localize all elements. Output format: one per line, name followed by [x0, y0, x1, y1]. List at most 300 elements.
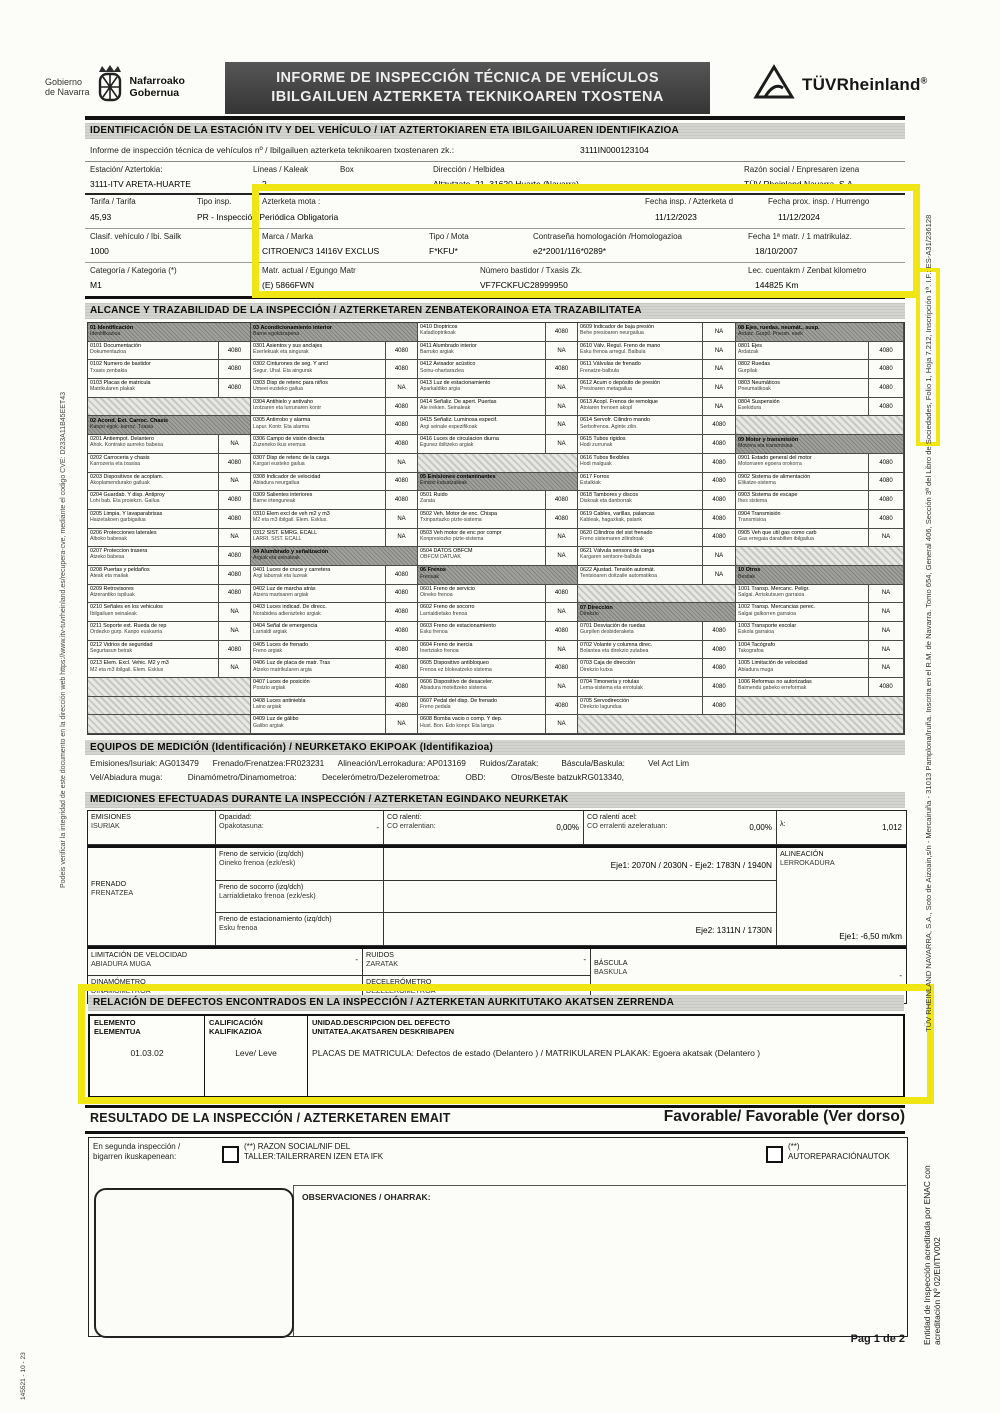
scope-item-0501: 0501 Ruido Zarata: [418, 491, 546, 510]
scope-item-1002: 1002 Transp. Mercancias perec. Salgai galkorren garraioa: [736, 603, 869, 622]
scope-value-0610: NA: [703, 342, 736, 361]
second-inspection-label: [93, 1142, 180, 1162]
enac-line2: acreditación Nº 02/EI/ITV002: [932, 1237, 942, 1345]
next-date-value: 11/12/2024: [778, 212, 820, 222]
scope-value-0209: 4080: [219, 585, 251, 604]
braking-row-label: [88, 848, 216, 946]
co-accel-value: 0,00%: [749, 823, 772, 832]
gov-text-eu: [130, 75, 185, 99]
vin-value: VF7FCKFUC28999950: [480, 280, 568, 290]
parking-brake-es: Freno de estacionamiento (izq/dch): [219, 914, 332, 923]
scope-item-0415: 0415 Señaliz. Luminosa especif. Argi seinale espezifikoak: [418, 416, 546, 435]
lambda-cell: [777, 811, 906, 845]
defects-col2-es: CALIFICACIÓN: [209, 1018, 263, 1027]
scope-value-0101: 4080: [219, 342, 251, 361]
scope-value-0413: NA: [546, 379, 578, 398]
plate-label: Matr. actual / Egungo Matr: [262, 266, 356, 275]
noise-value: -: [583, 955, 586, 964]
category-label: Categoría / Kategoria (*): [90, 266, 177, 275]
scope-value-0403: 4080: [386, 603, 418, 622]
registered-mark: ®: [920, 74, 928, 85]
workshop-label: [244, 1142, 383, 1162]
scope-item-0608: 0608 Bomba vacio o comp. Y dep. Hust. Bon. Edo konpr. Eta langa: [418, 715, 546, 734]
scope-item-0619: 0619 Cables, varillas, palancas Kableak, hagaxkak, palank: [578, 510, 703, 529]
scope-item-0310: 0310 Elem excl de veh m2 y m3 M2 eta m3 ibilgail. Elem. Esklus.: [251, 510, 386, 529]
scope-item-0902: 0902 Sistema de alimentación Elikatze-sistema: [736, 473, 869, 492]
scope-value-0701: 4080: [703, 622, 736, 641]
opacity-cell: [216, 811, 384, 845]
scope-empty-cell: [578, 585, 736, 604]
class-label: Clasif. vehículo / Ibi. Sailk: [90, 232, 182, 241]
scope-item-0611: 0611 Válvulas de frenado Frenatze-balbula: [578, 360, 703, 379]
emergency-brake-values: [384, 881, 777, 913]
emergency-brake-cell: [216, 881, 384, 913]
scope-value-0621: NA: [703, 547, 736, 566]
first-reg-label: Fecha 1ª matr. / 1 matrikulaz.: [748, 232, 852, 241]
scope-value-0620: 4080: [703, 529, 736, 548]
type-label: Tipo / Mota: [429, 232, 469, 241]
scope-empty-cell: [418, 454, 578, 473]
station-label: Estación/ Aztertokia:: [90, 165, 163, 174]
defect-row-element: 01.03.02: [90, 1042, 205, 1098]
co-accel-cell: [584, 811, 777, 845]
scope-item-0305: 0305 Antirrobo y alarma Lapur. Kontr. Eta alarma: [251, 416, 386, 435]
co-accel-eu: CO erralenti azeleratuan:: [587, 820, 668, 830]
scope-item-0404: 0404 Señal de emergencia Larrialdi argiak: [251, 622, 386, 641]
scope-value-0207: 4080: [219, 547, 251, 566]
lambda-label: λ:: [780, 819, 786, 828]
scope-value-0309: 4080: [386, 491, 418, 510]
scope-value-0201: NA: [219, 435, 251, 454]
decel-value: -: [583, 982, 586, 991]
scope-item-0616: 0616 Tubos flexibles Hodi malguak: [578, 454, 703, 473]
class-value: 1000: [90, 246, 109, 256]
service-brake-value: Eje1: 2070N / 2030N - Eje2: 1783N / 1940N: [610, 860, 772, 870]
scope-value-0405: 4080: [386, 641, 418, 660]
scope-value-0619: 4080: [703, 510, 736, 529]
decel-es: DECELERÓMETRO: [366, 977, 432, 986]
co-idle-cell: [384, 811, 584, 845]
scope-value-0401: 4080: [386, 566, 418, 585]
co-idle-eu: CO erralentian:: [387, 820, 436, 830]
scope-empty-cell: [88, 398, 251, 417]
scope-value-0501: 4080: [546, 491, 578, 510]
scope-item-0410: 0410 Dioptricos Katadioptrikoak: [418, 323, 546, 342]
scope-value-0803: 4080: [869, 379, 904, 398]
scope-item-0904: 0904 Transmisión Transmisioa: [736, 510, 869, 529]
scope-item-0703: 0703 Caja de dirección Direkzio kutxa: [578, 659, 703, 678]
scope-empty-cell: [736, 416, 904, 435]
scope-value-0210: NA: [219, 603, 251, 622]
tuv-brand: TÜVRheinland: [802, 74, 921, 94]
scope-empty-cell: [736, 697, 904, 716]
stamp-box: [94, 1188, 294, 1338]
speed-limit-eu: ABIADURA MUGA: [91, 958, 151, 968]
report-number-label: Informe de inspección técnica de vehículos nº / Ibilgailuen azterketa teknikoaren txostenaren zk.:: [90, 145, 455, 155]
scope-item-0312: 0312 SIST. EMRG. ECALL LARRI. SIST. ECALL: [251, 529, 386, 548]
defects-col1-header: [90, 1016, 205, 1042]
scope-value-0407: 4080: [386, 678, 418, 697]
scope-item-0210: 0210 Señales en los vehiculos Ibilgailuen seinaleak: [88, 603, 219, 622]
scope-item-0905: 0905 Veh que util gas como carb Gas erregaia darabilten ibilgailua: [736, 529, 869, 548]
scope-value-0310: NA: [386, 510, 418, 529]
equipment-line2: Vel/Abiadura muga: Dinamómetro/Dinamometroa: Decelerómetro/Dezelerometroa: OBD: Otros/Beste batzukRG013340,: [90, 772, 624, 782]
scope-item-0413: 0413 Luz de estacionamiento Aparkaldiko argia: [418, 379, 546, 398]
opacity-es: Opacidad:: [219, 812, 252, 821]
co-idle-es: CO ralentí:: [387, 812, 422, 821]
scope-item-0213: 0213 Elem. Excl. Vehic. M2 y m3 M2 eta m3 ibilgail. Elem. Esklus: [88, 659, 219, 678]
scope-item-0801: 0801 Ejes Ardatzak: [736, 342, 869, 361]
insp-date-value: 11/12/2023: [655, 212, 697, 222]
noise-es: RUIDOS: [366, 950, 394, 959]
navarra-crest-icon: [95, 63, 125, 110]
result-label: RESULTADO DE LA INSPECCIÓN / AZTERKETAREN EMAIT: [90, 1111, 451, 1125]
scope-item-0622: 0622 Ajustad. Tensión automát. Tentsioaren doitzaile automatikoa: [578, 566, 703, 585]
title-line1: INFORME DE INSPECCIÓN TÉCNICA DE VEHÍCULOS: [276, 70, 659, 86]
scope-item-0402: 0402 Luz de marcha atrás Atzera martxaren argiak: [251, 585, 386, 604]
service-brake-values: [384, 848, 777, 881]
scope-value-0504: NA: [546, 547, 578, 566]
odometer-value: 144825 Km: [755, 280, 799, 290]
footer-form-code: 145521 - 10 - 23: [20, 1352, 27, 1400]
self-repair-line1: (**): [788, 1142, 800, 1151]
scope-item-0502: 0502 Veh. Motor de enc. Chispa Txinpartazko pizte-sistema: [418, 510, 546, 529]
self-repair-line2: AUTOREPARACIÓNAUTOK: [788, 1152, 890, 1161]
second-inspection-es: En segunda inspección /: [93, 1142, 181, 1151]
scope-item-0613: 0613 Acopl. Frenos de remolque Atoiaren frenoen akopl: [578, 398, 703, 417]
scope-item-0903: 0903 Sistema de escape Ihes sistema: [736, 491, 869, 510]
defects-col1-es: ELEMENTO: [94, 1018, 136, 1027]
alignment-eu: LERROKADURA: [780, 857, 835, 867]
dyno-eu: DINAMOMETROA: [91, 985, 151, 995]
scope-value-0306: 4080: [386, 435, 418, 454]
alignment-es: ALINEACIÓN: [780, 849, 824, 858]
scope-value-0406: 4080: [386, 659, 418, 678]
report-number-value: 3111IN000123104: [580, 145, 649, 155]
scope-item-0408: 0408 Luces antiniebla Laino argiak: [251, 697, 386, 716]
scope-item-0308: 0308 Indicador de velocidad Abiadura neurgailua: [251, 473, 386, 492]
scope-value-0617: 4080: [703, 473, 736, 492]
scope-section-header-cell: 09 Motor y transmisión Motorra eta transmisioa: [736, 435, 904, 454]
gov-bold2: Gobernua: [129, 86, 180, 99]
company-value: TÜV Rheinland Navarra, S.A.: [744, 179, 856, 189]
scope-item-0301: 0301 Asientos y sus anclajes Eserlekuak eta aingurak: [251, 342, 386, 361]
defects-col3-header: [308, 1016, 903, 1042]
scope-value-0615: 4080: [703, 435, 736, 454]
scope-value-0602: NA: [546, 603, 578, 622]
gov-line1: Gobierno: [45, 76, 83, 87]
opacity-eu: Opakotasuna:: [219, 820, 264, 830]
azterketa-mota-label: Azterketa mota :: [262, 197, 321, 206]
scope-section-header-cell: 04 Alumbrado y señalización Argiak eta seinaleak: [251, 547, 418, 566]
address-label: Dirección / Helbidea: [433, 165, 505, 174]
result-value: Favorable/ Favorable (Ver dorso): [663, 1108, 905, 1125]
scope-item-0602: 0602 Freno de socorro Larrialdietako frenoa: [418, 603, 546, 622]
tuv-brand-text: [802, 75, 927, 95]
workshop-line1: (**) RAZON SOCIAL/NIF DEL: [244, 1142, 351, 1151]
scope-item-0209: 0209 Retrovisores Atzerantiko ispiluak: [88, 585, 219, 604]
scope-value-0408: 4080: [386, 697, 418, 716]
scope-value-0103: 4080: [219, 379, 251, 398]
brand-value: CITROEN/C3 14I16V EXCLUS: [262, 246, 380, 256]
scope-item-0303: 0303 Disp de retenc para niños Umeei eusteko gailua: [251, 379, 386, 398]
scope-value-0606: NA: [546, 678, 578, 697]
scope-value-1001: NA: [869, 585, 904, 604]
company-label: Razón social / Enpresaren izena: [744, 165, 860, 174]
scale-es: BÁSCULA: [594, 958, 628, 967]
brand-label: Marca / Marka: [262, 232, 314, 241]
scope-item-0704: 0704 Timoneria y rotulas Lema-sistema eta errotulak: [578, 678, 703, 697]
scope-item-0304: 0304 Antihielo y antivaho Izotzaren eta lurrunaren kontr: [251, 398, 386, 417]
scope-item-0401: 0401 Luces de cruce y carretera Argi laburrak eta luzeak: [251, 566, 386, 585]
scope-value-0212: 4080: [219, 641, 251, 660]
defects-col3-es: UNIDAD.DESCRIPCION DEL DEFECTO: [312, 1018, 451, 1027]
noise-eu: ZARATAK: [366, 958, 399, 968]
homologation-value: e2*2001/116*0289*: [533, 246, 607, 256]
parking-brake-eu: Esku frenoa: [219, 922, 258, 932]
enac-line1: Entidad de Inspección acreditada por ENAC con: [922, 1165, 932, 1345]
scope-value-0208: 4080: [219, 566, 251, 585]
next-date-label: Fecha prox. insp. / Hurrengo: [768, 197, 870, 206]
defects-table: [88, 1014, 905, 1098]
scope-item-0412: 0412 Avisador acústico Soinu-ohartarazlea: [418, 360, 546, 379]
navarra-government-logo: [45, 63, 185, 110]
scope-value-0902: 4080: [869, 473, 904, 492]
co-accel-es: CO ralentí acel:: [587, 812, 637, 821]
scope-value-0502: 4080: [546, 510, 578, 529]
scope-value-1005: NA: [869, 659, 904, 678]
scope-value-0410: 4080: [546, 323, 578, 342]
scope-empty-cell: [736, 715, 904, 734]
scope-item-0504: 0504 DATOS OBFCM OBFCM DATUAK: [418, 547, 546, 566]
scope-empty-cell: [88, 678, 251, 697]
category-value: M1: [90, 280, 102, 290]
gov-text-es: [45, 77, 90, 97]
scope-item-0307: 0307 Disp de retenc de la carga Kargari eusteko gailua: [251, 454, 386, 473]
decel-eu: DEZELEROMETROA: [366, 985, 436, 995]
scope-value-0102: 4080: [219, 360, 251, 379]
scope-value-0302: 4080: [386, 360, 418, 379]
dyno-es: DINAMÓMETRO: [91, 977, 146, 986]
service-brake-cell: [216, 848, 384, 881]
service-brake-es: Freno de servicio (izq/dch): [219, 849, 304, 858]
scope-item-0614: 0614 Servofr. Cilindro mando Serbofrenoa. Aginte zilin.: [578, 416, 703, 435]
equipment-section-header: EQUIPOS DE MEDICIÓN (Identificación) / NEURKETAKO EKIPOAK (Identifikazioa): [85, 740, 905, 755]
insp-date-label: Fecha insp. / Azterketa d: [645, 197, 734, 206]
scope-value-0608: NA: [546, 715, 578, 734]
scope-value-0601: 4080: [546, 585, 578, 604]
scope-value-0503: NA: [546, 529, 578, 548]
scope-value-0202: 4080: [219, 454, 251, 473]
identification-section-header: IDENTIFICACIÓN DE LA ESTACIÓN ITV Y DEL VEHÍCULO / IAT AZTERTOKIAREN ETA IBILGAILUAREN IDENTIFIKAZIOA: [85, 123, 905, 139]
measurements-table: [87, 810, 907, 1004]
scope-value-0307: NA: [386, 454, 418, 473]
defect-row-description: PLACAS DE MATRICULA: Defectos de estado (Delantero ) / MATRIKULAREN PLAKAK: Egoera akatsak (Delantero ): [312, 1048, 761, 1058]
scope-item-0409: 0409 Luz de gálibo Galibo argiak: [251, 715, 386, 734]
scope-empty-cell: [88, 715, 251, 734]
scope-value-1004: NA: [869, 641, 904, 660]
scope-item-0621: 0621 Válvula sensora de carga Kargaren sentsore-balbula: [578, 547, 703, 566]
scope-item-1005: 1005 Limitación de velocidad Abiadura muga: [736, 659, 869, 678]
right-margin-company-text: TÜV RHEINLAND NAVARRA, S.A., Soto de Aizoain,s/n - Mercairuña - 31013 Pamplona/Iruña. Inscrita en el R.M. de Navarra. Tomo 654, General 406, Sección 3ª del Libro de Sociedades, Folio 1, Hoja 7.212, Inscripción 1ª. I.F.: ES-A31/236128: [924, 214, 933, 1032]
scope-item-0208: 0208 Puertas y peldaños Ateak eta mailak: [88, 566, 219, 585]
scope-section-header-cell: 08 Ejes, ruedas, neumát., susp. Ardatz. Gurpil. Pneum. esek: [736, 323, 904, 342]
tariff-value: 45,93: [90, 212, 112, 222]
scope-item-0204: 0204 Guardab. Y disp. Antiproy Lohi bab. Eta proiekzn. Gailua: [88, 491, 219, 510]
scope-value-0904: 4080: [869, 510, 904, 529]
emergency-brake-es: Freno de socorro (izq/dch): [219, 882, 304, 891]
scope-item-0605: 0605 Dispositivo antibloqueo Frenoa ez blokeatzeko sistema: [418, 659, 546, 678]
scope-value-0622: NA: [703, 566, 736, 585]
scope-item-0103: 0103 Placas de matricula Matrikularen plakak: [88, 379, 219, 398]
lines-label: Líneas / Kaleak: [253, 165, 309, 174]
scope-item-0102: 0102 Numero de bastidor Txasis zenbakia: [88, 360, 219, 379]
scope-item-0416: 0416 Luces de circulacion diurna Egunez ibiltzeko argiak: [418, 435, 546, 454]
homologation-label: Contraseña homologación /Homologazioa: [533, 232, 682, 241]
emissions-row-label: [88, 811, 216, 845]
measurements-section-header: MEDICIONES EFECTUADAS DURANTE LA INSPECCIÓN / AZTERKETAN EGINDAKO NEURKETAK: [85, 792, 905, 808]
alignment-value: Eje1: -6,50 m/km: [839, 931, 902, 941]
scope-value-0616: 4080: [703, 454, 736, 473]
scope-section-header-cell: 05 Emisiones contaminantes Emisio kutsatzaileak: [418, 473, 578, 492]
scope-item-0612: 0612 Acum o depósito de presión Presioaren metagailua: [578, 379, 703, 398]
scope-item-1003: 1003 Transporte escolar Eskola garraioa: [736, 622, 869, 641]
defect-row-grade: Leve/ Leve: [205, 1042, 308, 1098]
scope-item-0101: 0101 Documentación Dokumentazioa: [88, 342, 219, 361]
service-brake-eu: Oineko frenoa (ezk/esk): [219, 857, 296, 867]
lambda-value: 1,012: [881, 823, 902, 832]
lines-value: 2: [262, 179, 267, 189]
scope-value-0411: NA: [546, 342, 578, 361]
defects-col1-eu: ELEMENTUA: [94, 1027, 141, 1036]
scope-item-0403: 0403 Luces indicad. De direcc. Norabidea adierazteko argiak: [251, 603, 386, 622]
parking-brake-value: Eje2: 1311N / 1730N: [695, 925, 772, 935]
scope-item-0617: 0617 Forros Estalkiak: [578, 473, 703, 492]
scope-value-0611: NA: [703, 360, 736, 379]
scope-item-0804: 0804 Suspensión Esekidura: [736, 398, 869, 417]
gov-line2: de Navarra: [45, 86, 90, 97]
scope-value-0903: 4080: [869, 491, 904, 510]
scope-value-0607: 4080: [546, 697, 578, 716]
second-inspection-eu: bigarren ikuskapenean:: [93, 1152, 177, 1161]
scope-value-0402: 4080: [386, 585, 418, 604]
defects-section-header: RELACIÓN DE DEFECTOS ENCONTRADOS EN LA INSPECCIÓN / AZTERKETAN AURKITUTAKO AKATSEN ZERRENDA: [88, 995, 904, 1011]
scope-value-0203: NA: [219, 473, 251, 492]
scope-value-0301: 4080: [386, 342, 418, 361]
scope-item-0702: 0702 Volante y columna direc. Bolantea eta direkzio zutabea: [578, 641, 703, 660]
plate-value: (E) 5866FWN: [262, 280, 314, 290]
alignment-cell: [777, 848, 906, 946]
scope-item-0414: 0414 Señaliz. De apert. Puertas Ate irekien. Seinaleak: [418, 398, 546, 417]
document-title-bar: [225, 62, 710, 114]
noise-cell: [363, 949, 591, 976]
scope-value-0205: 4080: [219, 510, 251, 529]
scope-item-0405: 0405 Luces de frenado Freno argiak: [251, 641, 386, 660]
scope-item-0609: 0609 Indicador de baja presión Behe presioaren neurgailua: [578, 323, 703, 342]
scope-item-0603: 0603 Freno de estacionamiento Esku frenoa: [418, 622, 546, 641]
defects-col2-eu: KALIFIKAZIOA: [209, 1027, 262, 1036]
box-value: –: [342, 179, 347, 189]
scope-empty-cell: [578, 715, 736, 734]
observations-label: OBSERVACIONES / OHARRAK:: [302, 1192, 431, 1202]
scale-eu: BASKULA: [594, 966, 628, 976]
opacity-value: -: [376, 823, 379, 832]
first-reg-value: 18/10/2007: [755, 246, 798, 256]
scope-value-0605: 4080: [546, 659, 578, 678]
tariff-label: Tarifa / Tarifa: [90, 197, 136, 206]
scope-value-0603: 4080: [546, 622, 578, 641]
scope-value-1006: 4080: [869, 678, 904, 697]
scope-value-0414: NA: [546, 398, 578, 417]
inspection-scope-table: [87, 322, 905, 735]
emissions-eu: ISURIAK: [91, 820, 120, 830]
scope-value-0703: 4080: [703, 659, 736, 678]
scope-item-0202: 0202 Carroceria y chasis Karrozeria eta txasisa: [88, 454, 219, 473]
scope-empty-cell: [736, 547, 904, 566]
scope-item-0407: 0407 Luces de posición Posizio argiak: [251, 678, 386, 697]
scope-item-0411: 0411 Alumbrado interior Barruko argiak: [418, 342, 546, 361]
scope-value-0613: NA: [703, 398, 736, 417]
scope-value-0804: 4080: [869, 398, 904, 417]
speed-limit-value: -: [355, 955, 358, 964]
scope-item-0607: 0607 Pedal del disp. De frenado Freno pedala: [418, 697, 546, 716]
scope-section-header-cell: 02 Acond. Ext. Carroc. Chasis Kanpo egok. karroz. Txasia: [88, 416, 251, 435]
scope-value-0206: NA: [219, 529, 251, 548]
right-margin-enac-text: [922, 1095, 942, 1345]
scope-item-0701: 0701 Desviación de ruedas Gurpilen desbideraketa: [578, 622, 703, 641]
scope-value-0303: NA: [386, 379, 418, 398]
scope-section-header-cell: 01 Identificación Identifikazioa: [88, 323, 251, 342]
workshop-checkbox: [222, 1146, 239, 1163]
scope-item-0705: 0705 Servodirección Direkzio lagundua: [578, 697, 703, 716]
scope-item-0206: 0206 Protecciones laterales Alboko babesak: [88, 529, 219, 548]
scope-value-0211: NA: [219, 622, 251, 641]
scope-value-0308: 4080: [386, 473, 418, 492]
scope-value-0905: NA: [869, 529, 904, 548]
scope-empty-cell: [88, 697, 251, 716]
scope-section-header-cell: 06 Frenos Frenuak: [418, 566, 578, 585]
speed-limit-cell: [88, 949, 363, 976]
page-number: Pag 1 de 2: [850, 1333, 905, 1345]
scope-value-0415: NA: [546, 416, 578, 435]
parking-brake-cell: [216, 913, 384, 946]
title-line2: IBILGAILUEN AZTERKETA TEKNIKOAREN TXOSTENA: [271, 89, 664, 105]
type-value: F*KFU*: [429, 246, 458, 256]
scope-item-0606: 0606 Dispositivo de desaceler. Abiadura moteltzeko sistema: [418, 678, 546, 697]
insp-type-label: Tipo insp.: [197, 197, 232, 206]
self-repair-checkbox: [766, 1146, 783, 1163]
scope-value-0702: 4080: [703, 641, 736, 660]
scope-value-0213: NA: [219, 659, 251, 678]
speed-limit-es: LIMITACIÓN DE VELOCIDAD: [91, 950, 188, 959]
scope-value-0618: 4080: [703, 491, 736, 510]
scale-value: -: [899, 971, 902, 980]
scope-item-0620: 0620 Cilindros del sist frenado Freno sistemaren zilindroak: [578, 529, 703, 548]
scope-value-0204: 4080: [219, 491, 251, 510]
scope-item-1001: 1001 Transp. Mercanc. Peligr. Salgai. Arriskutsuen garraioa: [736, 585, 869, 604]
scope-item-0306: 0306 Campo de visión directa Zuzeneko ikus eremua: [251, 435, 386, 454]
scope-value-0409: NA: [386, 715, 418, 734]
scope-value-0312: NA: [386, 529, 418, 548]
scope-item-0610: 0610 Válv. Regul. Freno de mano Esku frenoa arregul. Balbula: [578, 342, 703, 361]
header-divider-rule: [85, 116, 905, 120]
tuv-triangle-icon: [753, 64, 795, 105]
scope-value-0404: 4080: [386, 622, 418, 641]
station-value: 3111-ITV ARETA-HUARTE: [90, 179, 191, 189]
left-margin-verification-text: Podeis verificar la integridad de este documento en la dirección web https://www.itv-tuvrheinland.es/recupera-cve, mediante el codigo CVE: D233A11B45EET43: [60, 392, 67, 888]
scope-value-0416: NA: [546, 435, 578, 454]
co-idle-value: 0,00%: [556, 823, 579, 832]
